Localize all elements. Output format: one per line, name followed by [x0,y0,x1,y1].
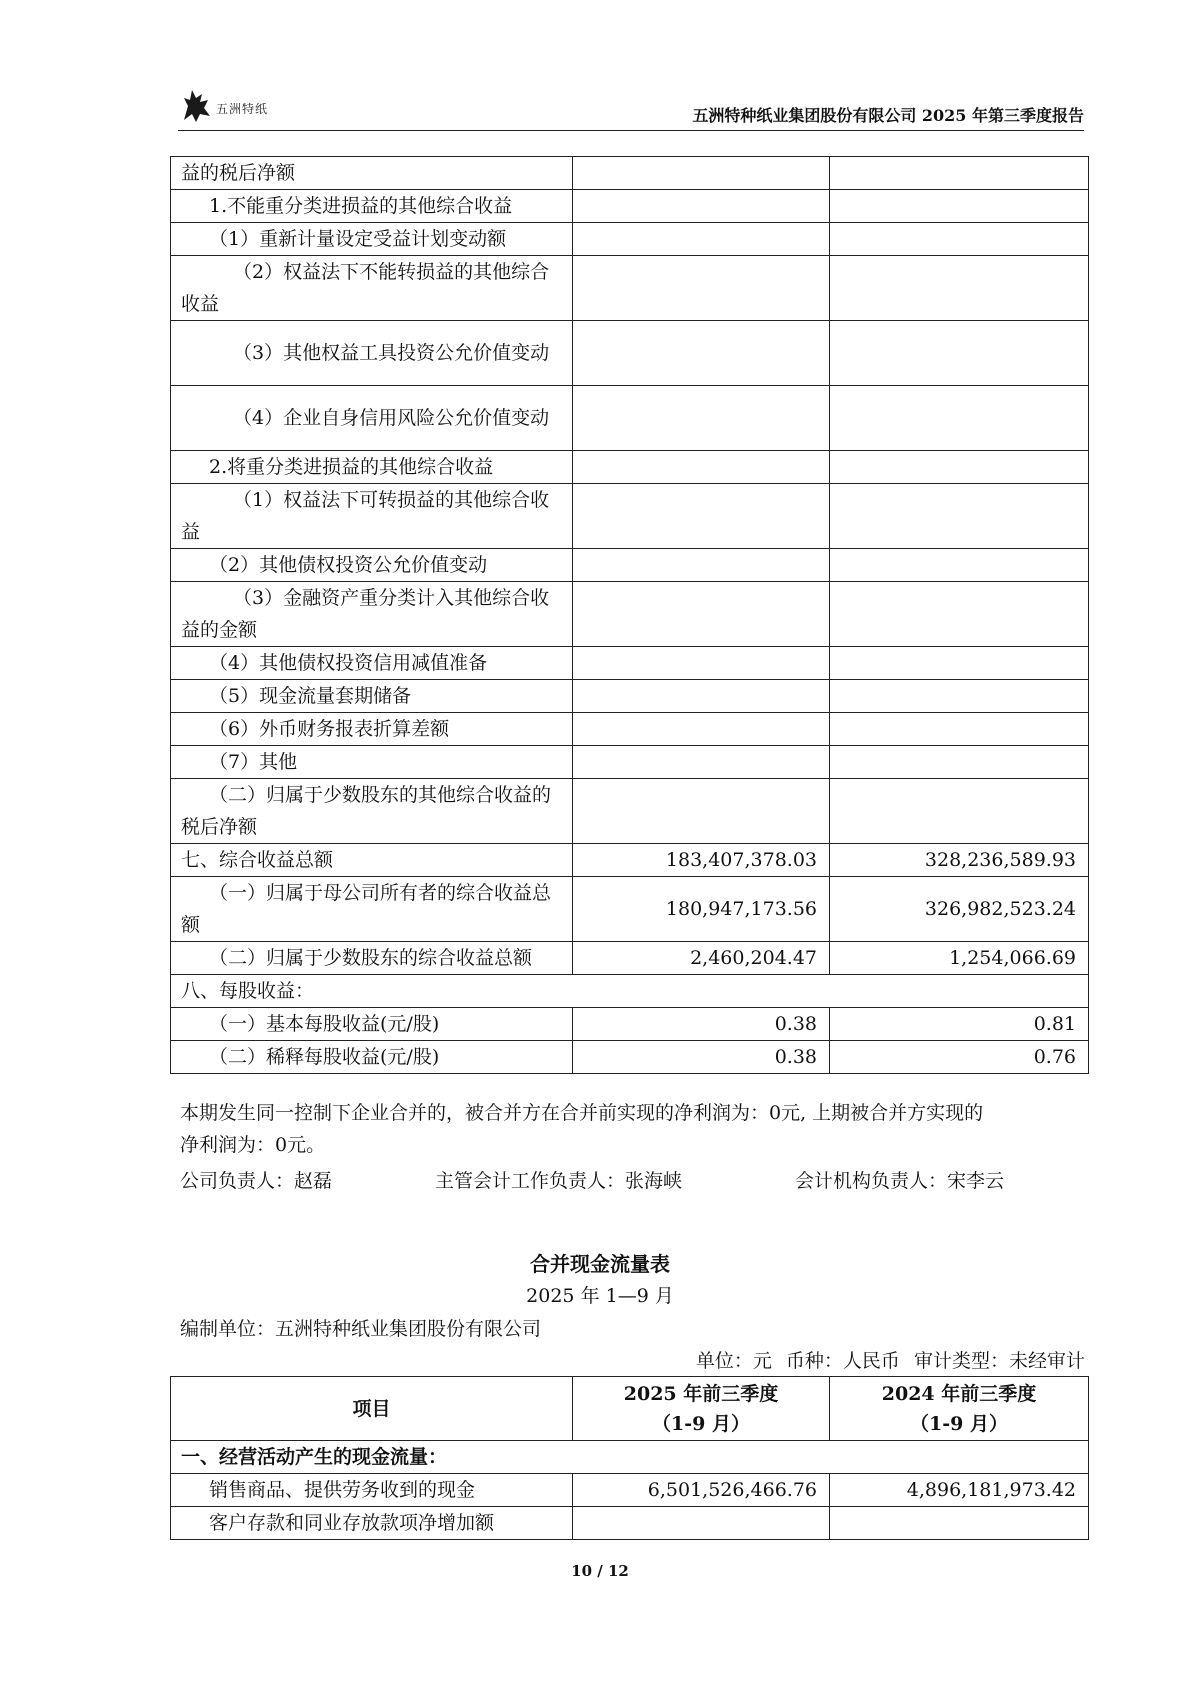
table-row [171,942,1089,975]
table-row [171,779,1089,844]
accounting-org-head: 会计机构负责人：宋李云 [795,1170,1005,1192]
previous-value [830,549,1089,582]
table-row [171,680,1089,713]
current-value [573,549,830,582]
current-value [573,451,830,484]
current-value [573,190,830,223]
row-label: （二）归属于少数股东的其他综合收益的税后净额 [171,779,573,844]
row-label: （6）外币财务报表折算差额 [171,713,573,746]
column-header-current-line1: 2025 年前三季度 [623,1382,779,1405]
row-label: （二）归属于少数股东的综合收益总额 [171,942,573,975]
header-row [171,1377,1089,1441]
previous-value: 326,982,523.24 [830,877,1089,942]
merger-note-line1: 本期发生同一控制下企业合并的，被合并方在合并前实现的净利润为：0元, 上期被合并方实现的 [180,1102,984,1124]
logo-text: 五洲特纸 [216,102,269,116]
row-label: （2）其他债权投资公允价值变动 [171,549,573,582]
page-number: 10 / 12 [571,1562,629,1580]
table-row [171,484,1089,549]
current-value [573,746,830,779]
previous-value [830,223,1089,256]
previous-value [830,713,1089,746]
income-statement-table [170,156,1089,1074]
company-logo [180,86,272,124]
table-row [171,582,1089,647]
previous-value [830,321,1089,386]
row-label: 客户存款和同业存放款项净增加额 [171,1507,573,1540]
table-row [171,844,1089,877]
current-value [573,680,830,713]
table-row [171,975,1089,1008]
row-label: 八、每股收益： [171,975,1089,1008]
accounting-head: 主管会计工作负责人：张海峡 [435,1170,683,1192]
current-value [573,157,830,190]
current-value [573,223,830,256]
previous-value [830,386,1089,451]
previous-value: 0.76 [830,1041,1089,1074]
row-label: （1）重新计量设定受益计划变动额 [171,223,573,256]
previous-value [830,451,1089,484]
row-label: （4）其他债权投资信用减值准备 [171,647,573,680]
current-value: 180,947,173.56 [573,877,830,942]
previous-value [830,779,1089,844]
column-header-previous-line2: （1-9 月） [910,1412,1008,1435]
section-label: 一、经营活动产生的现金流量： [171,1441,1089,1474]
current-value [573,256,830,321]
table-row [171,647,1089,680]
previous-value [830,1507,1089,1540]
previous-value [830,746,1089,779]
row-label: 七、综合收益总额 [171,844,573,877]
column-header-current [573,1377,830,1441]
column-header-previous [830,1377,1089,1441]
row-label: （二）稀释每股收益(元/股) [171,1041,573,1074]
table-row [171,877,1089,942]
previous-value [830,647,1089,680]
previous-value [830,484,1089,549]
current-value [573,484,830,549]
current-value [573,582,830,647]
section-row [171,1441,1089,1474]
column-header-item: 项目 [171,1377,573,1441]
row-label: （2）权益法下不能转损益的其他综合收益 [171,256,573,321]
current-value [573,779,830,844]
current-value: 2,460,204.47 [573,942,830,975]
table-row [171,451,1089,484]
column-header-current-line2: （1-9 月） [652,1412,750,1435]
table-row [171,1474,1089,1507]
current-value [573,1507,830,1540]
row-label: 销售商品、提供劳务收到的现金 [171,1474,573,1507]
current-value [573,386,830,451]
table-row [171,157,1089,190]
row-label: （1）权益法下可转损益的其他综合收益 [171,484,573,549]
table-row [171,190,1089,223]
page-header [178,82,1084,131]
row-label: （4）企业自身信用风险公允价值变动 [171,386,573,451]
griffin-logo-icon [180,86,214,124]
previous-value [830,190,1089,223]
row-label: 益的税后净额 [171,157,573,190]
currency-label: 币种：人民币 [785,1350,900,1372]
table-row [171,1041,1089,1074]
previous-value [830,157,1089,190]
report-title: 五洲特种纸业集团股份有限公司 2025 年第三季度报告 [692,106,1084,125]
row-label: （5）现金流量套期储备 [171,680,573,713]
current-value [573,647,830,680]
table-row [171,746,1089,779]
row-label: （3）金融资产重分类计入其他综合收益的金额 [171,582,573,647]
row-label: （7）其他 [171,746,573,779]
current-value: 0.38 [573,1008,830,1041]
row-label: 2.将重分类进损益的其他综合收益 [171,451,573,484]
previous-value: 4,896,181,973.42 [830,1474,1089,1507]
table-row [171,223,1089,256]
table-row [171,386,1089,451]
table-row [171,1507,1089,1540]
prepared-by: 编制单位：五洲特种纸业集团股份有限公司 [180,1318,542,1340]
previous-value [830,680,1089,713]
cashflow-period: 2025 年 1—9 月 [526,1285,674,1307]
previous-value: 328,236,589.93 [830,844,1089,877]
merger-note-line2: 净利润为：0元。 [180,1134,326,1156]
company-head: 公司负责人：赵磊 [180,1170,333,1192]
previous-value: 1,254,066.69 [830,942,1089,975]
row-label: 1.不能重分类进损益的其他综合收益 [171,190,573,223]
audit-type-label: 审计类型：未经审计 [913,1350,1085,1372]
table-row [171,713,1089,746]
table-row [171,549,1089,582]
column-header-previous-line1: 2024 年前三季度 [881,1382,1037,1405]
cashflow-table [170,1376,1089,1540]
cashflow-title: 合并现金流量表 [530,1252,670,1276]
current-value: 0.38 [573,1041,830,1074]
row-label: （一）基本每股收益(元/股) [171,1008,573,1041]
current-value [573,713,830,746]
table-row [171,321,1089,386]
row-label: （一）归属于母公司所有者的综合收益总额 [171,877,573,942]
cashflow-meta [696,1346,1085,1373]
current-value: 6,501,526,466.76 [573,1474,830,1507]
previous-value: 0.81 [830,1008,1089,1041]
table-row [171,1008,1089,1041]
current-value: 183,407,378.03 [573,844,830,877]
previous-value [830,256,1089,321]
row-label: （3）其他权益工具投资公允价值变动 [171,321,573,386]
unit-label: 单位：元 [695,1350,772,1372]
current-value [573,321,830,386]
previous-value [830,582,1089,647]
table-row [171,256,1089,321]
